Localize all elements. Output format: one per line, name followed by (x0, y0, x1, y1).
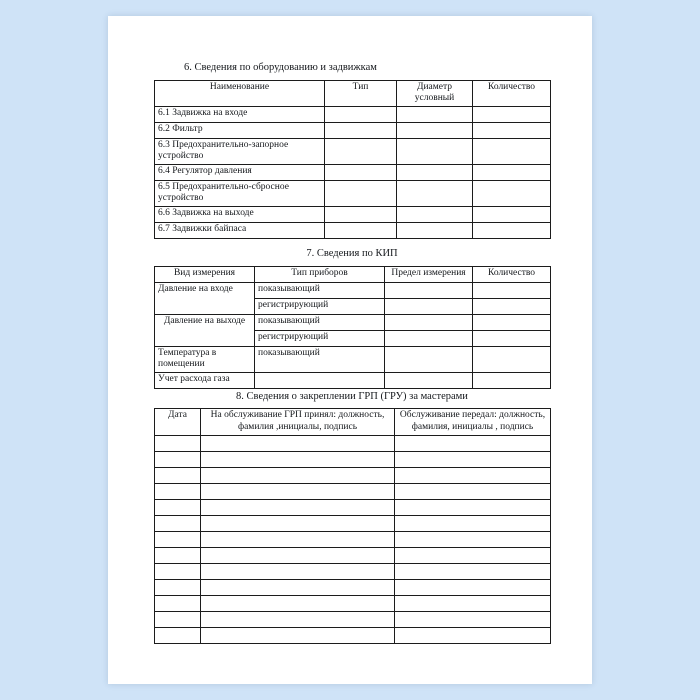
table-row (155, 467, 551, 483)
table-row (155, 483, 551, 499)
table-row (155, 372, 551, 388)
kip-quantity-5[interactable] (473, 346, 551, 372)
assignment-handed-10[interactable] (395, 579, 551, 595)
kip-limit-4[interactable] (385, 330, 473, 346)
equipment-name-3: 6.3 Предохранительно-запорное устройство (155, 138, 325, 164)
column-header-name: Наименование (155, 80, 325, 106)
assignment-date-8[interactable] (155, 547, 201, 563)
table-header-row (155, 409, 551, 435)
equipment-name-6: 6.6 Задвижка на выходе (155, 207, 325, 223)
table-row (155, 180, 551, 206)
table-row (155, 164, 551, 180)
equipment-quantity-3[interactable] (473, 138, 551, 164)
equipment-diameter-6[interactable] (397, 207, 473, 223)
equipment-type-1[interactable] (325, 106, 397, 122)
equipment-quantity-5[interactable] (473, 180, 551, 206)
assignment-date-6[interactable] (155, 515, 201, 531)
assignment-handed-3[interactable] (395, 467, 551, 483)
assignment-handed-8[interactable] (395, 547, 551, 563)
table-row (155, 314, 551, 330)
assignment-handed-7[interactable] (395, 531, 551, 547)
equipment-diameter-4[interactable] (397, 164, 473, 180)
table-header-row (155, 80, 551, 106)
assignment-date-12[interactable] (155, 611, 201, 627)
kip-limit-1[interactable] (385, 282, 473, 298)
table-row (155, 515, 551, 531)
equipment-quantity-7[interactable] (473, 223, 551, 239)
assignment-accepted-6[interactable] (201, 515, 395, 531)
equipment-type-3[interactable] (325, 138, 397, 164)
table-row (155, 106, 551, 122)
kip-measure-4: Учет расхода газа (155, 372, 255, 388)
kip-limit-3[interactable] (385, 314, 473, 330)
kip-quantity-6[interactable] (473, 372, 551, 388)
table-row (155, 207, 551, 223)
assignment-accepted-1[interactable] (201, 435, 395, 451)
table-row (155, 563, 551, 579)
column-header-diameter: Диаметр условный (397, 80, 473, 106)
section-7-title: 7. Сведения по КИП (306, 248, 398, 260)
kip-measure-2: Давление на выходе (155, 314, 255, 346)
assignment-accepted-10[interactable] (201, 579, 395, 595)
equipment-table (154, 80, 551, 239)
assignment-accepted-11[interactable] (201, 595, 395, 611)
assignment-date-1[interactable] (155, 435, 201, 451)
table-row (155, 138, 551, 164)
assignment-handed-1[interactable] (395, 435, 551, 451)
column-header-kip-quantity: Количество (473, 266, 551, 282)
column-header-type: Тип (325, 80, 397, 106)
assignment-accepted-3[interactable] (201, 467, 395, 483)
table-row (155, 531, 551, 547)
assignment-accepted-13[interactable] (201, 627, 395, 643)
assignment-handed-5[interactable] (395, 499, 551, 515)
kip-quantity-2[interactable] (473, 298, 551, 314)
document-page (108, 16, 592, 684)
equipment-diameter-1[interactable] (397, 106, 473, 122)
equipment-name-1: 6.1 Задвижка на входе (155, 106, 325, 122)
section-6-title: 6. Сведения по оборудованию и задвижкам (184, 62, 377, 73)
table-header-row (155, 266, 551, 282)
kip-device-2: регистрирующий (255, 298, 385, 314)
assignment-date-5[interactable] (155, 499, 201, 515)
equipment-name-5: 6.5 Предохранительно-сбросное устройство (155, 180, 325, 206)
assignment-date-4[interactable] (155, 483, 201, 499)
equipment-quantity-4[interactable] (473, 164, 551, 180)
equipment-type-6[interactable] (325, 207, 397, 223)
assignment-handed-4[interactable] (395, 483, 551, 499)
column-header-measure-limit: Предел измерения (385, 266, 473, 282)
column-header-device-type: Тип приборов (255, 266, 385, 282)
table-row (155, 282, 551, 298)
column-header-quantity: Количество (473, 80, 551, 106)
table-row (155, 547, 551, 563)
equipment-name-2: 6.2 Фильтр (155, 122, 325, 138)
kip-quantity-3[interactable] (473, 314, 551, 330)
kip-limit-2[interactable] (385, 298, 473, 314)
equipment-type-5[interactable] (325, 180, 397, 206)
assignment-accepted-9[interactable] (201, 563, 395, 579)
assignment-accepted-12[interactable] (201, 611, 395, 627)
assignment-date-11[interactable] (155, 595, 201, 611)
table-row (155, 499, 551, 515)
equipment-quantity-1[interactable] (473, 106, 551, 122)
equipment-quantity-6[interactable] (473, 207, 551, 223)
assignment-date-7[interactable] (155, 531, 201, 547)
column-header-accepted-by: На обслуживание ГРП принял: должность, фамилия ,инициалы, подпись (201, 409, 395, 435)
assignment-date-2[interactable] (155, 451, 201, 467)
assignment-accepted-7[interactable] (201, 531, 395, 547)
table-row (155, 579, 551, 595)
kip-limit-5[interactable] (385, 346, 473, 372)
assignment-table (154, 408, 551, 643)
kip-measure-1: Давление на входе (155, 282, 255, 314)
equipment-diameter-5[interactable] (397, 180, 473, 206)
table-row (155, 627, 551, 643)
equipment-quantity-2[interactable] (473, 122, 551, 138)
table-row (155, 611, 551, 627)
equipment-diameter-2[interactable] (397, 122, 473, 138)
kip-quantity-1[interactable] (473, 282, 551, 298)
page-content (154, 62, 550, 644)
equipment-type-2[interactable] (325, 122, 397, 138)
equipment-type-4[interactable] (325, 164, 397, 180)
kip-table (154, 266, 551, 389)
assignment-date-13[interactable] (155, 627, 201, 643)
table-row (155, 435, 551, 451)
assignment-accepted-5[interactable] (201, 499, 395, 515)
assignment-accepted-2[interactable] (201, 451, 395, 467)
table-row (155, 451, 551, 467)
table-row (155, 122, 551, 138)
equipment-diameter-3[interactable] (397, 138, 473, 164)
table-row (155, 223, 551, 239)
kip-device-4: регистрирующий (255, 330, 385, 346)
equipment-diameter-7[interactable] (397, 223, 473, 239)
assignment-handed-12[interactable] (395, 611, 551, 627)
assignment-handed-6[interactable] (395, 515, 551, 531)
equipment-type-7[interactable] (325, 223, 397, 239)
assignment-accepted-4[interactable] (201, 483, 395, 499)
kip-measure-3: Температура в помещении (155, 346, 255, 372)
column-header-date: Дата (155, 409, 201, 435)
equipment-name-4: 6.4 Регулятор давления (155, 164, 325, 180)
kip-device-3: показывающий (255, 314, 385, 330)
assignment-handed-13[interactable] (395, 627, 551, 643)
assignment-handed-2[interactable] (395, 451, 551, 467)
table-row (155, 346, 551, 372)
assignment-date-9[interactable] (155, 563, 201, 579)
kip-quantity-4[interactable] (473, 330, 551, 346)
assignment-date-3[interactable] (155, 467, 201, 483)
kip-limit-6[interactable] (385, 372, 473, 388)
assignment-handed-9[interactable] (395, 563, 551, 579)
kip-device-5: показывающий (255, 346, 385, 372)
assignment-date-10[interactable] (155, 579, 201, 595)
section-8-title: 8. Сведения о закреплении ГРП (ГРУ) за мастерами (236, 390, 468, 402)
equipment-name-7: 6.7 Задвижки байпаса (155, 223, 325, 239)
column-header-handed-over-by: Обслуживание передал: должность, фамилия, инициалы , подпись (395, 409, 551, 435)
assignment-handed-11[interactable] (395, 595, 551, 611)
column-header-measure-kind: Вид измерения (155, 266, 255, 282)
assignment-accepted-8[interactable] (201, 547, 395, 563)
kip-device-6[interactable] (255, 372, 385, 388)
table-row (155, 595, 551, 611)
kip-device-1: показывающий (255, 282, 385, 298)
